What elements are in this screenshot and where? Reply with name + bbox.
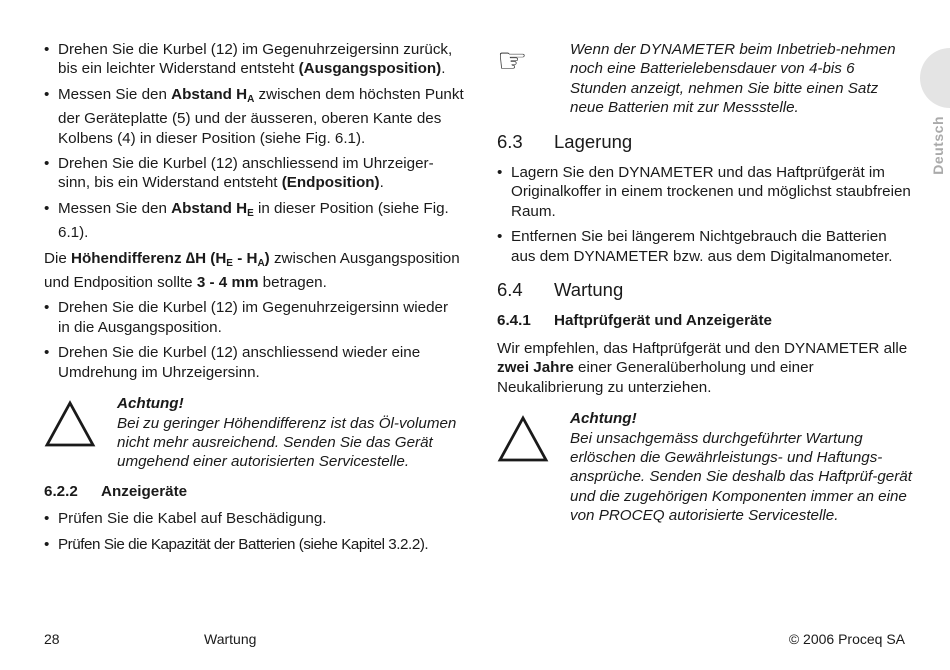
height-difference-paragraph: Die Höhendifferenz ∆H $(H_E - H_A)$ zwischen Ausgangsposition und Endposition sollte 3 - 4 mm betragen. [44,249,460,292]
section-heading-6-2-2: 6.2.2 Anzeigeräte [44,482,188,500]
list-item: • Entfernen Sie bei längerem Nichtgebrauch die Batterien aus dem DYNAMETER bzw. aus dem Digitalmanometer. [497,227,912,266]
language-tab-shape [920,48,950,108]
info-note-text: Wenn der DYNAMETER beim Inbetrieb-nehmen noch eine Batterielebensdauer von 4-bis 6 Stunden anzeigt, nehmen Sie bitte einen Satz neue Batterien mit zur Messstelle. [570,41,896,117]
warning-text: Bei unsachgemäss durchgeführter Wartung erlöschen die Gewährleistungs- und Haftungs-ansprüche. Senden Sie deshalb das Haftprüf-gerät und die zugehörigen Komponenten immer an eine von PROCEQ autorisierte Servicestelle. [570,429,912,525]
list-item: • Drehen Sie die Kurbel (12) anschliessend im Uhrzeiger-sinn, bis ein Widerstand entsteht (Endposition). [44,154,464,193]
warning-note [44,394,464,472]
warning-title: Achtung! [570,410,637,428]
warning-triangle-icon [44,400,96,448]
warning-note [497,409,912,525]
warning-text: Bei zu geringer Höhendifferenz ist das Öl-volumen nicht mehr ausreichend. Senden Sie das Gerät umgehend einer autorisierten Servicestelle. [117,414,457,471]
warning-title: Achtung! [117,395,184,413]
section-heading-6-4-1: 6.4.1 Haftprüfgerät und Anzeigeräte [497,312,772,330]
list-item: • Messen Sie den Abstand $H_E$ in dieser Position (siehe Fig. 6.1). [44,199,464,243]
language-label: Deutsch [930,116,946,175]
footer-section: Wartung [204,631,257,647]
copyright: © 2006 Proceq SA [788,631,905,647]
section-heading-6-4: 6.4 Wartung [497,279,624,301]
left-column [44,40,464,560]
list-item: • Prüfen Sie die Kapazität der Batterien (siehe Kapitel 3.2.2). [44,535,464,554]
info-note [497,40,912,118]
list-item: • Prüfen Sie die Kabel auf Beschädigung. [44,509,464,528]
warning-triangle-icon [497,415,549,463]
page-number: 28 [44,631,60,647]
right-column [497,40,912,536]
list-item: • Drehen Sie die Kurbel (12) im Gegenuhrzeigersinn wieder in die Ausgangsposition. [44,298,464,337]
maintenance-paragraph: Wir empfehlen, das Haftprüfgerät und den DYNAMETER alle zwei Jahre einer Generalüberholung und einer Neukalibrierung zu unterziehen. [497,339,908,396]
list-item: • Drehen Sie die Kurbel (12) im Gegenuhrzeigersinn zurück, bis ein leichter Widerstand entsteht (Ausgangsposition). [44,40,464,79]
list-item: • Messen Sie den Abstand $H_A$ zwischen dem höchsten Punkt der Geräteplatte (5) und der äusseren, oberen Kante des Kolbens (4) in dieser Position (siehe Fig. 6.1). [44,85,464,148]
section-heading-6-3: 6.3 Lagerung [497,130,633,152]
list-item: • Drehen Sie die Kurbel (12) anschliessend wieder eine Umdrehung im Uhrzeigersinn. [44,343,464,382]
list-item: • Lagern Sie den DYNAMETER und das Haftprüfgerät im Originalkoffer in einem trockenen und möglichst staubfreien Raum. [497,163,912,221]
pointing-hand-icon: ☞ [497,42,528,80]
